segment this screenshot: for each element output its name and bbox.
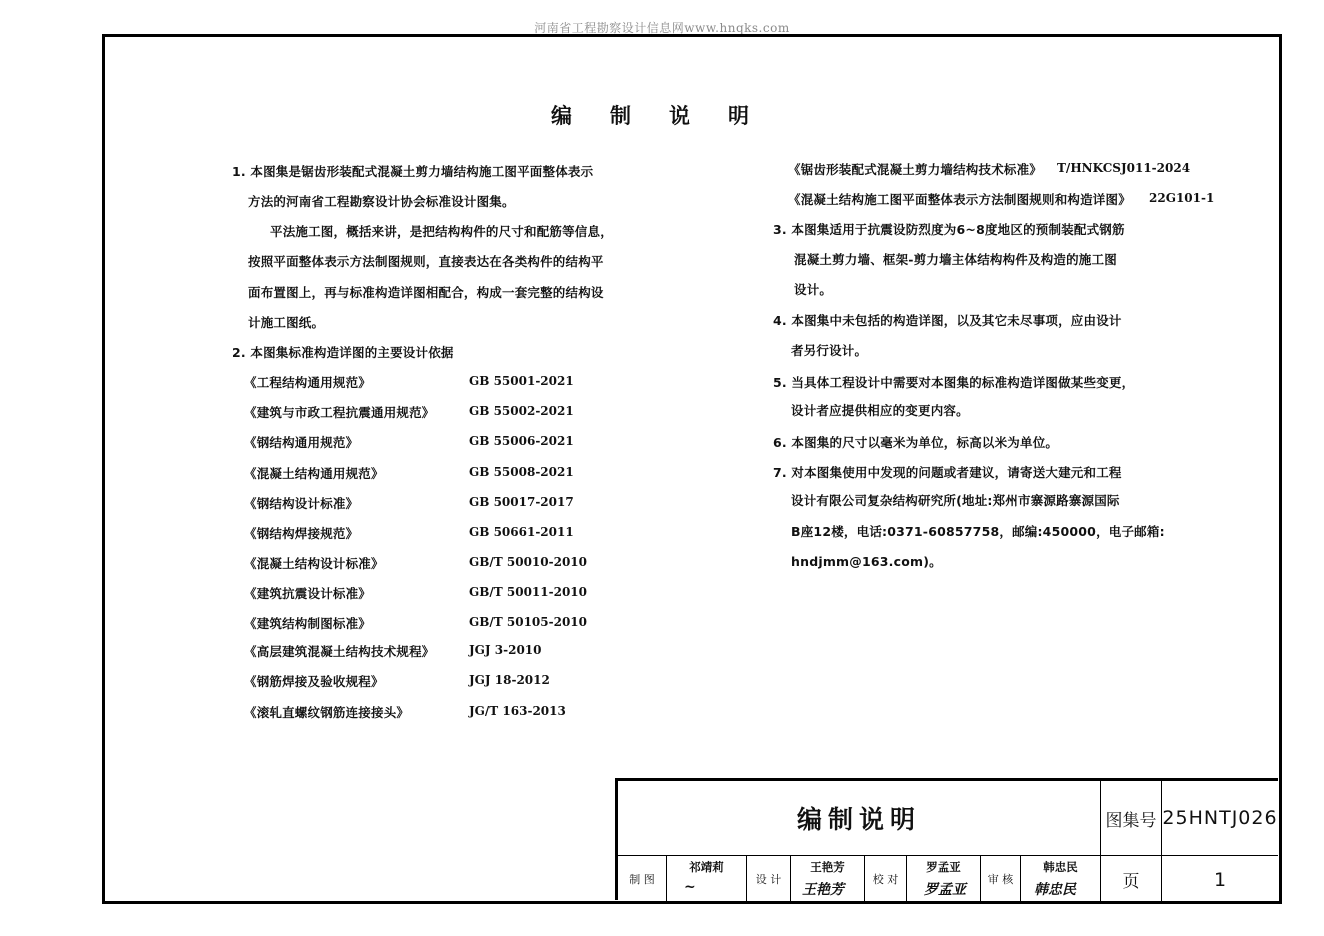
standard-name: 《混凝土结构设计标准》 xyxy=(244,556,384,571)
right-standard-name: 《混凝土结构施工图平面整体表示方法制图规则和构造详图》 xyxy=(788,192,1131,207)
item5-line-1: 5. 当具体工程设计中需要对本图集的标准构造详图做某些变更， xyxy=(773,375,1135,390)
role-check-name: 罗孟亚 xyxy=(926,860,961,874)
item7-line-3: B座12楼，电话:0371-60857758，邮编:450000，电子邮箱: xyxy=(791,524,1165,539)
standard-code: GB 55001-2021 xyxy=(469,374,574,388)
item4-line-1: 4. 本图集中未包括的构造详图，以及其它未尽事项，应由设计 xyxy=(773,313,1122,328)
standard-code: GB 50661-2011 xyxy=(469,525,574,539)
standard-code: GB/T 50105-2010 xyxy=(469,615,588,629)
standard-code: JGJ 18-2012 xyxy=(469,673,550,687)
standard-name: 《钢结构焊接规范》 xyxy=(244,526,359,541)
role-design-signature: 王艳芳 xyxy=(802,882,844,898)
standard-name: 《钢结构设计标准》 xyxy=(244,496,359,511)
role-check-signature: 罗孟亚 xyxy=(924,882,966,898)
item3-line-3: 设计。 xyxy=(794,282,833,297)
item6-line-1: 6. 本图集的尺寸以毫米为单位，标高以米为单位。 xyxy=(773,435,1059,450)
item7-line-4: hndjmm@163.com)。 xyxy=(791,554,942,569)
title-block xyxy=(615,778,1278,900)
standard-code: GB 50017-2017 xyxy=(469,495,574,509)
standard-code: GB 55002-2021 xyxy=(469,404,574,418)
standard-name: 《钢筋焊接及验收规程》 xyxy=(244,674,384,689)
standard-name: 《混凝土结构通用规范》 xyxy=(244,466,384,481)
item1-line-1: 1. 本图集是锯齿形装配式混凝土剪力墙结构施工图平面整体表示 xyxy=(232,164,594,179)
item5-line-2: 设计者应提供相应的变更内容。 xyxy=(791,403,969,418)
title-block-title: 编制说明 xyxy=(796,805,921,834)
role-review-label: 审 核 xyxy=(987,873,1014,886)
standard-code: GB/T 50011-2010 xyxy=(469,585,588,599)
item1-line-5: 面布置图上，再与标准构造详图相配合，构成一套完整的结构设 xyxy=(248,285,604,300)
atlas-number: 25HNTJ026 xyxy=(1162,807,1278,829)
watermark: 河南省工程勘察设计信息网www.hnqks.com xyxy=(534,21,790,35)
standard-name: 《钢结构通用规范》 xyxy=(244,435,359,450)
standard-code: GB 55006-2021 xyxy=(469,434,574,448)
item7-line-2: 设计有限公司复杂结构研究所(地址:郑州市寨源路寨源国际 xyxy=(791,493,1120,508)
page-title: 编制说明 xyxy=(551,104,787,128)
role-draft-signature: ~ xyxy=(684,879,696,895)
right-standard-code: T/HNKCSJ011-2024 xyxy=(1057,161,1191,175)
role-check-label: 校 对 xyxy=(872,873,899,886)
item3-line-2: 混凝土剪力墙、框架-剪力墙主体结构构件及构造的施工图 xyxy=(794,252,1117,267)
standard-name: 《建筑与市政工程抗震通用规范》 xyxy=(244,405,435,420)
standard-name: 《建筑结构制图标准》 xyxy=(244,616,372,631)
item1-line-6: 计施工图纸。 xyxy=(248,315,325,330)
role-design-label: 设 计 xyxy=(755,873,782,886)
page-number: 1 xyxy=(1213,868,1227,891)
role-draft-name: 祁靖莉 xyxy=(689,860,724,874)
standard-name: 《高层建筑混凝土结构技术规程》 xyxy=(244,644,435,659)
item7-line-1: 7. 对本图集使用中发现的问题或者建议，请寄送大建元和工程 xyxy=(773,465,1122,480)
item4-line-2: 者另行设计。 xyxy=(791,343,868,358)
standard-code: JG/T 163-2013 xyxy=(469,704,566,718)
standard-code: GB 55008-2021 xyxy=(469,465,574,479)
standard-name: 《滚轧直螺纹钢筋连接接头》 xyxy=(244,705,410,720)
standard-code: GB/T 50010-2010 xyxy=(469,555,588,569)
role-draft-label: 制 图 xyxy=(629,873,655,886)
role-review-signature: 韩忠民 xyxy=(1034,882,1076,898)
item1-line-4: 按照平面整体表示方法制图规则，直接表达在各类构件的结构平 xyxy=(248,254,604,269)
item1-line-3: 平法施工图，概括来讲，是把结构构件的尺寸和配筋等信息， xyxy=(270,224,613,239)
item3-line-1: 3. 本图集适用于抗震设防烈度为6~8度地区的预制装配式钢筋 xyxy=(773,222,1125,237)
page-label: 页 xyxy=(1122,872,1140,892)
standard-name: 《工程结构通用规范》 xyxy=(244,375,372,390)
item1-line-2: 方法的河南省工程勘察设计协会标准设计图集。 xyxy=(248,194,515,209)
atlas-number-label: 图集号 xyxy=(1105,810,1157,831)
standard-code: JGJ 3-2010 xyxy=(469,643,542,657)
item2-heading: 2. 本图集标准构造详图的主要设计依据 xyxy=(232,345,454,360)
role-design-name: 王艳芳 xyxy=(810,860,845,874)
standard-name: 《建筑抗震设计标准》 xyxy=(244,586,372,601)
right-standard-code: 22G101-1 xyxy=(1149,191,1215,205)
right-standard-name: 《锯齿形装配式混凝土剪力墙结构技术标准》 xyxy=(788,162,1043,177)
role-review-name: 韩忠民 xyxy=(1043,860,1078,874)
